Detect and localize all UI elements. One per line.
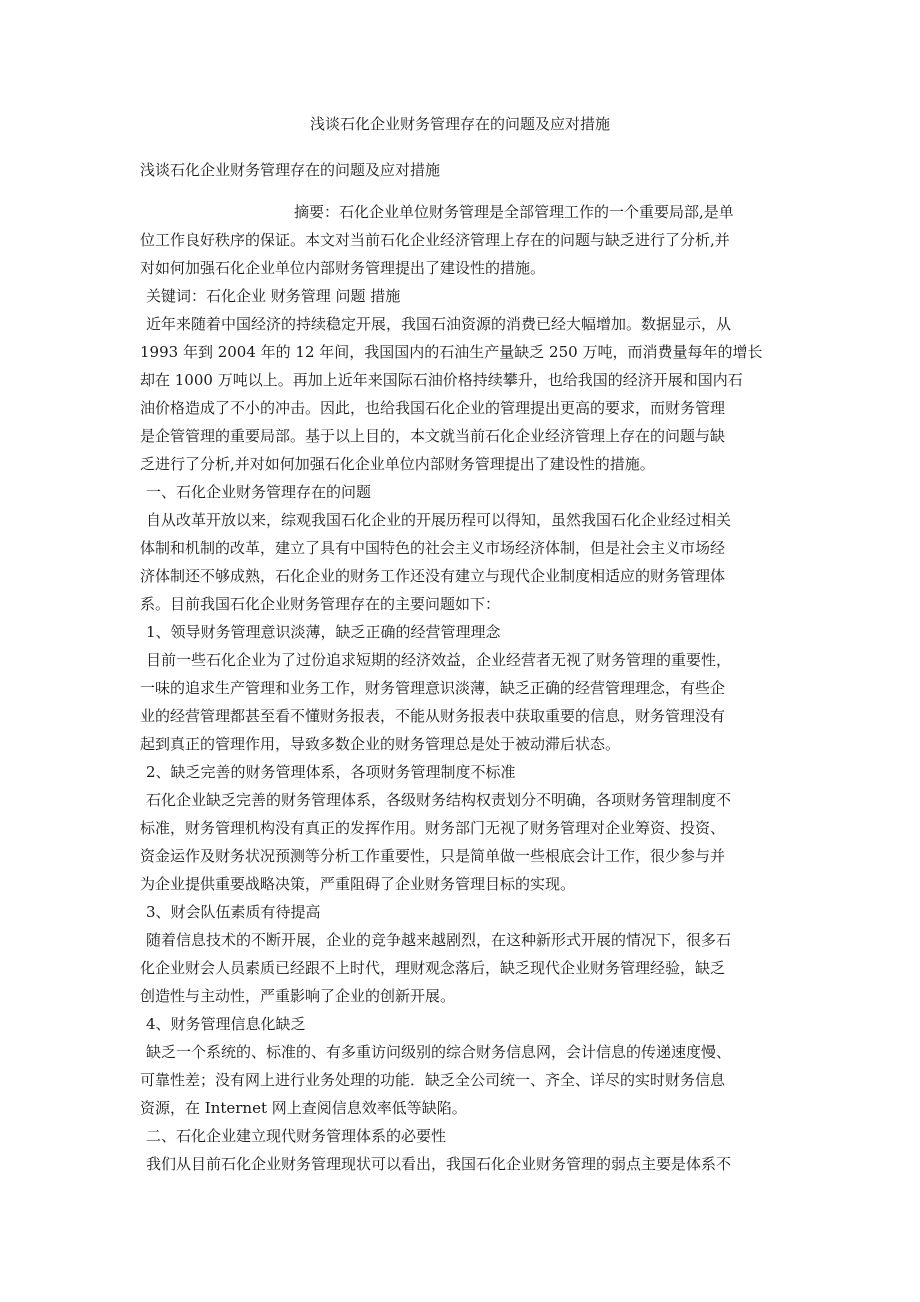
paragraph-line: 1993 年到 2004 年的 12 年间，我国国内的石油生产量缺乏 250 万吨，而消费量每年的增长 — [140, 343, 763, 361]
section-heading: 二、石化企业建立现代财务管理体系的必要性 — [146, 1127, 447, 1145]
paragraph-line: 化企业财会人员素质已经跟不上时代，理财观念落后，缺乏现代企业财务管理经验，缺乏 — [140, 959, 726, 977]
paragraph-line: 一味的追求生产管理和业务工作，财务管理意识淡薄，缺乏正确的经营管理理念，有些企 — [140, 679, 726, 697]
subsection-heading: 4、财务管理信息化缺乏 — [146, 1015, 306, 1033]
paragraph-line: 业的经营管理都甚至看不懂财务报表，不能从财务报表中获取重要的信息，财务管理没有 — [140, 707, 726, 725]
paragraph-line: 起到真正的管理作用，导致多数企业的财务管理总是处于被动滞后状态。 — [140, 735, 621, 753]
subsection-heading: 1、领导财务管理意识淡薄，缺乏正确的经营管理理念 — [146, 623, 501, 641]
paragraph-line: 我们从目前石化企业财务管理现状可以看出，我国石化企业财务管理的弱点主要是体系不 — [146, 1155, 732, 1173]
document-subtitle: 浅谈石化企业财务管理存在的问题及应对措施 — [140, 161, 441, 179]
paragraph-line: 是企管管理的重要局部。基于以上目的，本文就当前石化企业经济管理上存在的问题与缺 — [140, 427, 726, 445]
paragraph-line: 济体制还不够成熟，石化企业的财务工作还没有建立与现代企业制度相适应的财务管理体 — [140, 567, 726, 585]
paragraph-line: 资源，在 Internet 网上查阅信息效率低等缺陷。 — [140, 1099, 467, 1117]
paragraph-line: 标准，财务管理机构没有真正的发挥作用。财务部门无视了财务管理对企业筹资、投资、 — [140, 819, 726, 837]
paragraph-line: 随着信息技术的不断开展，企业的竞争越来越剧烈，在这种新形式开展的情况下，很多石 — [146, 931, 732, 949]
paragraph-line: 体制和机制的改革，建立了具有中国特色的社会主义市场经济体制，但是社会主义市场经 — [140, 539, 726, 557]
paragraph-line: 油价格造成了不小的冲击。因此，也给我国石化企业的管理提出更高的要求，而财务管理 — [140, 399, 726, 417]
keywords-line: 关键词：石化企业 财务管理 问题 措施 — [146, 287, 401, 305]
paragraph-line: 目前一些石化企业为了过份追求短期的经济效益，企业经营者无视了财务管理的重要性， — [146, 651, 732, 669]
paragraph-line: 资金运作及财务状况预测等分析工作重要性，只是简单做一些根底会计工作，很少参与并 — [140, 847, 726, 865]
paragraph-line: 为企业提供重要战略决策，严重阻碍了企业财务管理目标的实现。 — [140, 875, 576, 893]
paragraph-line: 缺乏一个系统的、标准的、有多重访问级别的综合财务信息网，会计信息的传递速度慢、 — [146, 1043, 732, 1061]
abstract-line: 对如何加强石化企业单位内部财务管理提出了建设性的措施。 — [140, 259, 546, 277]
section-heading: 一、石化企业财务管理存在的问题 — [146, 483, 372, 501]
paragraph-line: 乏进行了分析,并对如何加强石化企业单位内部财务管理提出了建设性的措施。 — [140, 455, 655, 473]
paragraph-line: 可靠性差；没有网上进行业务处理的功能．缺乏全公司统一、齐全、详尽的实时财务信息 — [140, 1071, 726, 1089]
paragraph-line: 近年来随着中国经济的持续稳定开展，我国石油资源的消费已经大幅增加。数据显示，从 — [146, 315, 732, 333]
subsection-heading: 3、财会队伍素质有待提高 — [146, 903, 321, 921]
abstract-line: 摘要：石化企业单位财务管理是全部管理工作的一个重要局部,是单 — [294, 203, 734, 221]
paragraph-line: 创造性与主动性，严重影响了企业的创新开展。 — [140, 987, 456, 1005]
paragraph-line: 石化企业缺乏完善的财务管理体系，各级财务结构权责划分不明确，各项财务管理制度不 — [146, 791, 732, 809]
paragraph-line: 自从改革开放以来，综观我国石化企业的开展历程可以得知，虽然我国石化企业经过相关 — [146, 511, 732, 529]
paragraph-line: 却在 1000 万吨以上。再加上近年来国际石油价格持续攀升，也给我国的经济开展和国内石 — [140, 371, 743, 389]
document-body — [140, 156, 782, 1178]
page-header-title: 浅谈石化企业财务管理存在的问题及应对措施 — [309, 115, 610, 133]
paragraph-line: 系。目前我国石化企业财务管理存在的主要问题如下： — [140, 595, 501, 613]
subsection-heading: 2、缺乏完善的财务管理体系，各项财务管理制度不标准 — [146, 763, 516, 781]
abstract-line: 位工作良好秩序的保证。本文对当前石化企业经济管理上存在的问题与缺乏进行了分析,并 — [140, 231, 730, 249]
